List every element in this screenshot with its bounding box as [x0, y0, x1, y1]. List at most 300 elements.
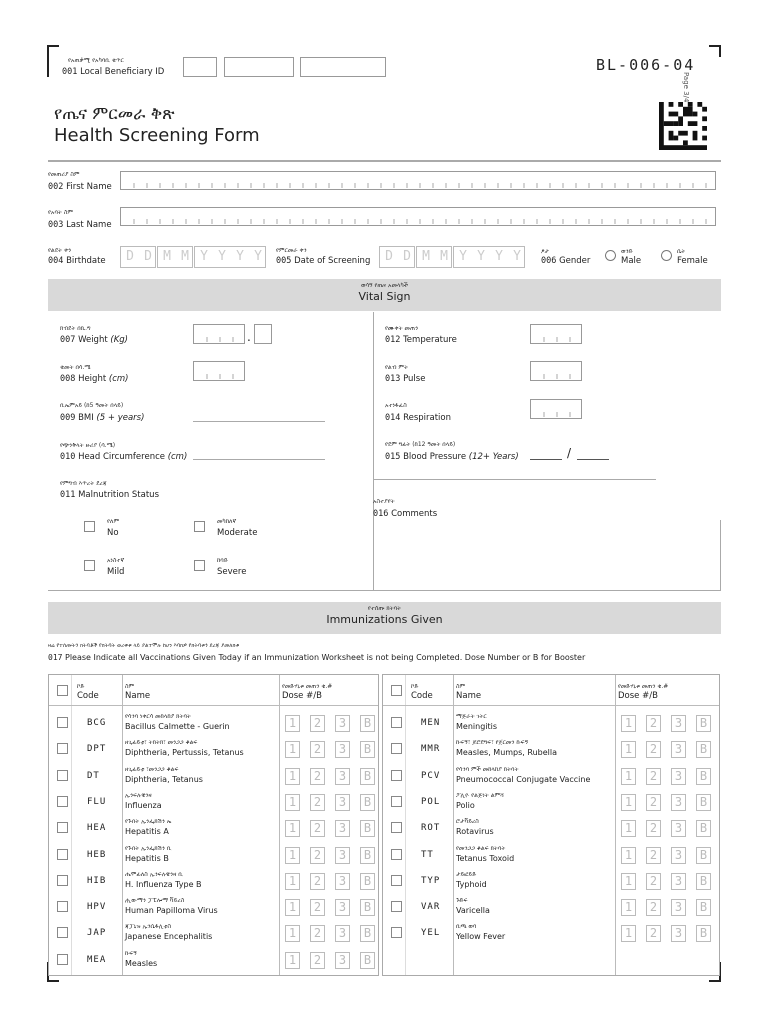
immunizations-title-am: የተሰጡ ክትባት	[367, 605, 402, 612]
vital-sign-title-am: ወሳኝ የጤና አመላካች	[361, 282, 408, 289]
unit-label: (5 + years)	[96, 413, 145, 423]
dose-box[interactable]: B	[696, 873, 711, 890]
dose-box[interactable]: 1	[621, 741, 636, 758]
dose-box[interactable]: 1	[285, 847, 300, 864]
dose-box[interactable]: B	[360, 715, 375, 732]
vaccine-code: TT	[421, 849, 434, 860]
immunizations-title: Immunizations Given	[326, 613, 443, 626]
screening-date-label	[276, 256, 370, 266]
vaccine-row	[49, 895, 380, 921]
respiration-label-am: አተነፋፈስ	[385, 402, 407, 409]
date-segment[interactable]	[453, 246, 525, 268]
dose-box[interactable]: 1	[621, 794, 636, 811]
immunizations-section-header	[48, 602, 721, 634]
vaccine-checkbox[interactable]	[391, 849, 402, 860]
blood-pressure-label	[385, 452, 519, 462]
dose-box[interactable]: 2	[646, 899, 661, 916]
dose-box[interactable]: 1	[285, 873, 300, 890]
vaccine-checkbox[interactable]	[57, 954, 68, 965]
vaccine-row	[383, 843, 721, 869]
vaccine-checkbox[interactable]	[391, 796, 402, 807]
field-number: 003	[48, 220, 64, 230]
field-number: 016	[373, 509, 389, 519]
header-row-line	[49, 705, 378, 706]
dose-box[interactable]: 3	[335, 899, 350, 916]
field-number: 008	[60, 374, 76, 384]
vaccine-checkbox[interactable]	[57, 796, 68, 807]
right-select-all-checkbox[interactable]	[391, 685, 402, 696]
date-ghost-char: D	[403, 249, 411, 264]
vaccine-name-am: ኩፍኝ፣ ጆሮደግፍ፣ የጀርመን ኩፍኝ	[456, 739, 529, 747]
vaccine-checkbox[interactable]	[391, 770, 402, 781]
dose-box[interactable]: 2	[646, 873, 661, 890]
vaccine-row	[49, 843, 380, 869]
comb-ticks	[121, 183, 717, 188]
birthdate-label	[48, 256, 106, 266]
vaccine-name: Tetanus Toxoid	[456, 853, 515, 863]
field-number: 015	[385, 452, 401, 462]
field-label: Respiration	[403, 413, 451, 423]
comments-label	[373, 509, 437, 519]
vaccine-code: PCV	[421, 770, 441, 781]
first-name-label	[48, 182, 112, 192]
first-name-label-am: የመጠሪያ ስም	[48, 171, 80, 178]
vaccine-checkbox[interactable]	[57, 849, 68, 860]
vaccine-row	[49, 921, 380, 947]
vaccine-name: Human Papilloma Virus	[125, 906, 218, 916]
vaccine-name-am: ኩፍኝ	[125, 949, 137, 957]
vaccine-code: HIB	[87, 875, 107, 886]
vaccine-row	[383, 711, 721, 737]
dose-box[interactable]: B	[360, 768, 375, 785]
vaccine-code: HEA	[87, 823, 107, 834]
vaccine-name-am: የጉበት ኢንፌክሽን ቢ	[125, 844, 172, 852]
vaccine-name-am: ማጅራት ገትር	[456, 713, 487, 720]
comments-area[interactable]	[374, 520, 721, 591]
beneficiary-id-box-2[interactable]	[224, 57, 294, 77]
pulse-field[interactable]	[530, 361, 582, 381]
vaccine-code: DPT	[87, 744, 107, 755]
vaccine-name-am: ጉድፍ	[456, 897, 468, 905]
field-label: Height	[78, 374, 107, 384]
field-number: 006	[541, 256, 557, 266]
vaccine-row	[49, 764, 380, 790]
respiration-field[interactable]	[530, 399, 582, 419]
weight-field[interactable]	[193, 324, 245, 344]
comb-ticks	[194, 374, 246, 379]
male-label-am: ወንድ	[621, 248, 633, 255]
bmi-label	[60, 413, 144, 423]
vaccine-checkbox[interactable]	[57, 927, 68, 938]
date-segment[interactable]	[120, 246, 156, 268]
vaccine-name: Rotavirus	[456, 827, 494, 837]
dose-box[interactable]: 3	[671, 873, 686, 890]
vaccine-checkbox[interactable]	[57, 822, 68, 833]
dose-box[interactable]: 2	[646, 741, 661, 758]
vaccine-name: Meningitis	[456, 722, 498, 731]
height-label	[60, 374, 128, 384]
form-code: BL-006-04	[596, 56, 696, 74]
date-ghost-char: D	[126, 249, 134, 264]
comments-top-line	[373, 479, 656, 480]
vaccine-checkbox[interactable]	[391, 822, 402, 833]
vaccine-code: HEB	[87, 849, 107, 860]
first-name-field[interactable]	[120, 171, 716, 190]
name-header: Name	[456, 691, 482, 701]
vaccine-name-am: ኢንፍሉዌንዛ	[125, 791, 152, 799]
vaccine-name: Diphtheria, Tetanus	[125, 774, 203, 784]
dose-box[interactable]: 2	[310, 873, 325, 890]
field-number: 012	[385, 335, 401, 345]
field-label: Comments	[391, 509, 438, 519]
weight-label	[60, 335, 128, 345]
vaccine-checkbox[interactable]	[391, 717, 402, 728]
female-label-am: ሴት	[677, 248, 686, 255]
dose-box[interactable]: B	[696, 899, 711, 916]
code-header: Code	[411, 691, 433, 701]
date-segment[interactable]	[194, 246, 266, 268]
vaccine-checkbox[interactable]	[391, 901, 402, 912]
vaccine-name-am: ፖሊዮ የልጅነት ልምሻ	[456, 791, 504, 799]
dose-box[interactable]: 1	[285, 794, 300, 811]
field-number: 010	[60, 452, 76, 462]
vaccine-name: Polio	[456, 800, 475, 810]
vaccine-name: Pneumococcal Conjugate Vaccine	[456, 774, 591, 784]
dose-box[interactable]: B	[360, 741, 375, 758]
gender-male-radio[interactable]	[605, 250, 616, 261]
field-label: Weight	[78, 335, 108, 345]
vaccine-checkbox[interactable]	[57, 743, 68, 754]
dose-box[interactable]: 1	[285, 741, 300, 758]
comb-ticks	[531, 374, 583, 379]
dose-box[interactable]: 3	[671, 925, 686, 942]
date-ghost-char: M	[422, 249, 430, 264]
dose-box[interactable]: 1	[285, 820, 300, 837]
comb-ticks	[121, 219, 717, 224]
dose-box[interactable]: 2	[310, 820, 325, 837]
qr-code-icon	[658, 102, 708, 150]
immunization-instructions	[48, 653, 585, 663]
dose-box[interactable]: B	[360, 847, 375, 864]
dose-box[interactable]: 1	[621, 873, 636, 890]
vaccine-code: MEA	[87, 954, 107, 965]
dose-box[interactable]: 1	[621, 847, 636, 864]
malnutrition-severe-checkbox[interactable]	[194, 560, 205, 571]
blood-pressure-diastolic-line[interactable]	[577, 459, 609, 460]
unit-label: (cm)	[167, 452, 188, 462]
field-label: Local Beneficiary ID	[80, 67, 165, 77]
weight-decimal-point: .	[247, 330, 251, 344]
vaccine-row	[49, 816, 380, 842]
date-ghost-char: D	[385, 249, 393, 264]
vaccine-checkbox[interactable]	[57, 717, 68, 728]
vaccine-code: HPV	[87, 902, 107, 913]
dose-box[interactable]: 3	[335, 873, 350, 890]
dose-box[interactable]: 1	[621, 925, 636, 942]
date-ghost-char: Y	[200, 249, 208, 264]
dose-box[interactable]: 2	[310, 715, 325, 732]
dose-box[interactable]: 1	[285, 899, 300, 916]
gender-label-am: ፆታ	[541, 248, 550, 255]
header-divider	[48, 160, 721, 162]
dose-box[interactable]: B	[696, 925, 711, 942]
dose-box[interactable]: B	[360, 925, 375, 942]
vital-sign-section-header	[48, 279, 721, 311]
dose-box[interactable]: 2	[310, 768, 325, 785]
dose-box[interactable]: 3	[335, 794, 350, 811]
dose-box[interactable]: 3	[671, 794, 686, 811]
vaccine-code: FLU	[87, 796, 107, 807]
dose-box[interactable]: 3	[671, 820, 686, 837]
vaccine-row	[383, 921, 721, 947]
dose-box[interactable]: 3	[335, 820, 350, 837]
dose-box[interactable]: 2	[310, 952, 325, 969]
dose-box[interactable]: 2	[310, 794, 325, 811]
vaccine-name-am: ታይፎይድ	[456, 870, 477, 878]
dose-box[interactable]: 2	[310, 925, 325, 942]
dose-box[interactable]: 2	[310, 899, 325, 916]
dose-box[interactable]: 2	[646, 925, 661, 942]
dose-box[interactable]: B	[360, 794, 375, 811]
vaccine-code: TYP	[421, 875, 441, 886]
vaccine-row	[383, 816, 721, 842]
dose-box[interactable]: 3	[671, 847, 686, 864]
vaccine-name: H. Influenza Type B	[125, 879, 202, 889]
dose-box[interactable]: 1	[285, 715, 300, 732]
dose-box[interactable]: B	[360, 899, 375, 916]
field-label: BMI	[78, 413, 94, 423]
date-ghost-char: M	[181, 249, 189, 264]
vaccine-row	[49, 869, 380, 895]
page-number: Page 3/4	[682, 72, 690, 103]
dose-box[interactable]: B	[696, 794, 711, 811]
date-segment[interactable]	[157, 246, 193, 268]
dose-box[interactable]: B	[360, 873, 375, 890]
vaccine-row	[49, 948, 380, 974]
bmi-line[interactable]	[193, 421, 325, 422]
malnutrition-moderate-checkbox[interactable]	[194, 521, 205, 532]
vaccine-name-am: የሳንባ ምች መከላከያ ክትባት	[456, 765, 519, 773]
field-number: 011	[60, 490, 76, 500]
vaccine-name-am: ዘጊፊይቲ፣ ትክትክ፣ መንጋጋ ቆልፍ	[125, 739, 198, 747]
vaccine-row	[383, 895, 721, 921]
vaccine-checkbox[interactable]	[391, 743, 402, 754]
blood-pressure-systolic-line[interactable]	[530, 459, 562, 460]
last-name-label-am: የአባት ስም	[48, 209, 73, 216]
male-label: Male	[621, 256, 642, 266]
field-number: 013	[385, 374, 401, 384]
vaccine-row	[383, 790, 721, 816]
head-circumference-label	[60, 452, 187, 462]
dose-box[interactable]: 1	[621, 899, 636, 916]
dose-box[interactable]: 3	[335, 768, 350, 785]
unit-label: (Kg)	[110, 335, 128, 345]
vaccine-checkbox[interactable]	[57, 770, 68, 781]
dose-box[interactable]: 3	[335, 847, 350, 864]
vaccine-checkbox[interactable]	[391, 927, 402, 938]
name-header: Name	[125, 691, 151, 701]
malnutrition-label	[60, 490, 159, 500]
name-header-am: ስም	[125, 683, 135, 690]
birthdate-field[interactable]	[120, 246, 264, 268]
code-header: Code	[77, 691, 99, 701]
field-number: 005	[276, 256, 292, 266]
pulse-label	[385, 374, 425, 384]
dose-box[interactable]: 3	[335, 741, 350, 758]
dose-box[interactable]: B	[696, 847, 711, 864]
date-segment[interactable]	[379, 246, 415, 268]
date-ghost-char: Y	[513, 249, 521, 264]
dose-box[interactable]: 1	[621, 768, 636, 785]
head-circumference-line[interactable]	[193, 459, 325, 460]
field-label: Gender	[559, 256, 591, 266]
dose-box[interactable]: B	[696, 820, 711, 837]
beneficiary-id-box-1[interactable]	[183, 57, 217, 77]
vaccine-name-am: ቢጫ ወባ	[456, 923, 477, 931]
vaccine-code: POL	[421, 796, 441, 807]
dose-header-am: የመድሃኒቱ መጠን ቁ.#	[618, 683, 669, 690]
field-label: Blood Pressure	[403, 452, 467, 462]
header-row-line	[383, 705, 719, 706]
beneficiary-id-box-3[interactable]	[300, 57, 386, 77]
vaccine-name: Hepatitis B	[125, 853, 169, 863]
vaccine-name: Yellow Fever	[456, 932, 506, 942]
vaccine-checkbox[interactable]	[57, 901, 68, 912]
dose-box[interactable]: 3	[671, 768, 686, 785]
temperature-field[interactable]	[530, 324, 582, 344]
vaccine-name-am: ሮታቫይረስ	[456, 818, 479, 826]
mal-severe-label: Severe	[217, 567, 247, 577]
dose-box[interactable]: 2	[646, 715, 661, 732]
vaccine-row	[49, 711, 380, 737]
vaccine-code: ROT	[421, 823, 441, 834]
vital-sign-title: Vital Sign	[358, 290, 411, 303]
dose-box[interactable]: 2	[310, 741, 325, 758]
vaccine-code: VAR	[421, 902, 441, 913]
dose-box[interactable]: 3	[335, 952, 350, 969]
vaccine-name-am: የጉበት ኢንፌክሽን ኤ	[125, 818, 172, 826]
screening-date-field[interactable]	[379, 246, 523, 268]
field-number: 002	[48, 182, 64, 192]
birthdate-label-am: የልደት ቀን	[48, 247, 72, 254]
field-label: Date of Screening	[294, 256, 371, 266]
respiration-label	[385, 413, 451, 423]
weight-decimal-field[interactable]	[254, 324, 272, 344]
dose-header-am: የመድሃኒቱ መጠን ቁ.#	[282, 683, 333, 690]
unit-label: (12+ Years)	[468, 452, 519, 462]
mal-moderate-label: Moderate	[217, 528, 258, 538]
malnutrition-no-checkbox[interactable]	[84, 521, 95, 532]
immunization-instructions-am: ዛሬ የተሰጡትን ክትባቶች የክትባት ወረቀቱ ላይ ያልተሞሉ ከሆነ እባክዎ የክትባቱን ደረጃ ያመለክቱ	[48, 643, 240, 649]
left-select-all-checkbox[interactable]	[57, 685, 68, 696]
dose-box[interactable]: 1	[285, 925, 300, 942]
dose-box[interactable]: B	[696, 741, 711, 758]
head-circumference-label-am: የጭንቅላት ዙሪያ (ሳ.ሜ)	[60, 442, 116, 449]
mal-no-label-am: የለም	[107, 518, 120, 525]
field-label: Please Indicate all Vaccinations Given Today if an Immunization Worksheet is not being Completed. Dose Number or B for Booster	[65, 653, 586, 662]
dose-box[interactable]: 2	[646, 768, 661, 785]
corner-mark-tr	[709, 45, 721, 57]
dose-box[interactable]: 1	[285, 768, 300, 785]
dose-box[interactable]: B	[696, 715, 711, 732]
date-segment[interactable]	[416, 246, 452, 268]
dose-box[interactable]: 2	[646, 847, 661, 864]
gender-female-radio[interactable]	[661, 250, 672, 261]
dose-box[interactable]: 1	[285, 952, 300, 969]
comb-ticks	[194, 337, 246, 342]
temperature-label	[385, 335, 457, 345]
vaccine-code: JAP	[87, 928, 107, 939]
field-label: Malnutrition Status	[78, 490, 159, 500]
dose-box[interactable]: 3	[335, 925, 350, 942]
field-number: 004	[48, 256, 64, 266]
field-number: 014	[385, 413, 401, 423]
page-title: Health Screening Form	[54, 125, 260, 146]
mal-no-label: No	[107, 528, 119, 538]
dose-box[interactable]: 3	[335, 715, 350, 732]
page-title-am: የጤና ምርመራ ቅጽ	[54, 104, 175, 124]
vital-bottom-line	[48, 590, 374, 591]
vaccine-name-am: ሒውማን ፓፒሎማ ቫይረስ	[125, 897, 185, 905]
date-ghost-char: D	[144, 249, 152, 264]
vaccine-table-left	[48, 674, 379, 976]
vaccine-name: Measles	[125, 958, 158, 968]
height-field[interactable]	[193, 361, 245, 381]
dose-box[interactable]: 3	[671, 899, 686, 916]
dose-box[interactable]: 2	[646, 794, 661, 811]
bmi-label-am: ቢኤምአይ (ከ5 ዓመት በላይ)	[60, 402, 124, 409]
dose-box[interactable]: 2	[310, 847, 325, 864]
dose-box[interactable]: 3	[671, 741, 686, 758]
field-number: 001	[62, 67, 78, 77]
date-ghost-char: Y	[459, 249, 467, 264]
last-name-field[interactable]	[120, 207, 716, 226]
field-label: First Name	[66, 182, 112, 192]
vaccine-checkbox[interactable]	[391, 875, 402, 886]
malnutrition-mild-checkbox[interactable]	[84, 560, 95, 571]
female-label: Female	[677, 256, 708, 266]
vaccine-code: MMR	[421, 744, 441, 755]
vaccine-name: Japanese Encephalitis	[125, 932, 213, 942]
vaccine-name: Influenza	[125, 800, 162, 810]
mal-moderate-label-am: መካከለኛ	[217, 518, 237, 525]
unit-label: (cm)	[108, 374, 129, 384]
screening-date-label-am: የምርመራ ቀን	[276, 247, 307, 254]
mal-severe-label-am: ከባድ	[217, 557, 228, 564]
dose-box[interactable]: 1	[621, 820, 636, 837]
field-label: Last Name	[66, 220, 112, 230]
dose-box[interactable]: 1	[621, 715, 636, 732]
dose-box[interactable]: B	[360, 952, 375, 969]
vaccine-name: Varicella	[456, 906, 490, 916]
dose-box[interactable]: B	[696, 768, 711, 785]
dose-box[interactable]: 3	[671, 715, 686, 732]
date-ghost-char: Y	[218, 249, 226, 264]
dose-box[interactable]: B	[360, 820, 375, 837]
weight-label-am: ክብደት በኪ.ግ	[60, 325, 91, 332]
blood-pressure-label-am: የደም ግፊት (ከ12 ዓመት በላይ)	[385, 441, 456, 448]
date-ghost-char: Y	[236, 249, 244, 264]
height-label-am: ቁመት በሳ.ሜ	[60, 364, 91, 371]
dose-box[interactable]: 2	[646, 820, 661, 837]
vaccine-name-am: የሳንባ ነቀርሳ መከላከያ ክትባት	[125, 713, 191, 720]
code-header-am: ኮድ	[77, 683, 85, 690]
dose-header: Dose #/B	[282, 691, 322, 701]
vaccine-row	[383, 764, 721, 790]
vaccine-name-am: ሔሞፊለስ ኢንፍሉዌንዛ ቢ	[125, 870, 184, 878]
vaccine-checkbox[interactable]	[57, 875, 68, 886]
pulse-label-am: የልብ ምት	[385, 364, 409, 371]
